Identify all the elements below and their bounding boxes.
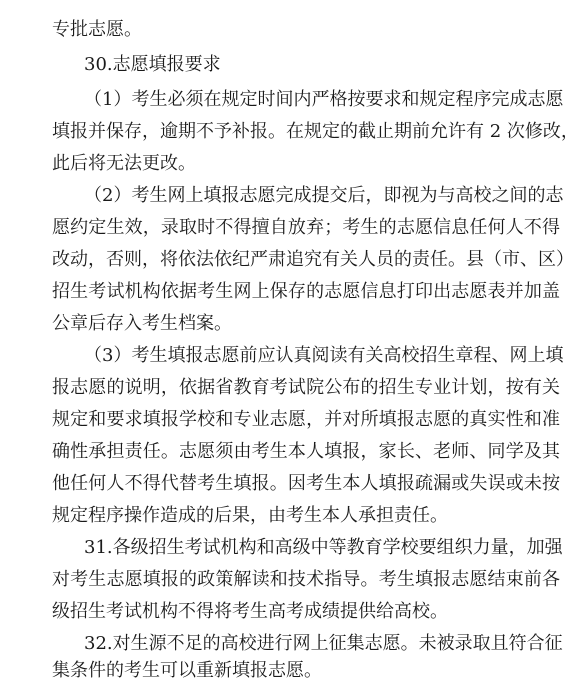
text-line: 填报并保存，逾期不予补报。在规定的截止期前允许有 2 次修改， (52, 121, 579, 142)
text-line: 32.对生源不足的高校进行网上征集志愿。未被录取且符合征 (84, 633, 563, 654)
text-line: 愿约定生效，录取时不得擅自放弃；考生的志愿信息任何人不得 (52, 217, 560, 238)
text-line: 级招生考试机构不得将考生高考成绩提供给高校。 (52, 601, 448, 622)
section-heading: 30.志愿填报要求 (84, 54, 221, 75)
text-line: 报志愿的说明，依据省教育考试院公布的招生专业计划，按有关 (52, 377, 560, 398)
text-line: 31.各级招生考试机构和高级中等教育学校要组织力量，加强 (84, 537, 563, 558)
text-line: 他任何人不得代替考生填报。因考生本人填报疏漏或失误或未按 (52, 473, 560, 494)
text-line: 专批志愿。 (52, 19, 142, 40)
text-line: 规定和要求填报学校和专业志愿，并对所填报志愿的真实性和准 (52, 409, 560, 430)
text-line: 确性承担责任。志愿须由考生本人填报，家长、老师、同学及其 (52, 441, 560, 462)
text-line: （3）考生填报志愿前应认真阅读有关高校招生章程、网上填 (84, 345, 564, 366)
text-line: 集条件的考生可以重新填报志愿。 (52, 660, 322, 681)
text-line: 此后将无法更改。 (52, 153, 196, 174)
text-line: 对考生志愿填报的政策解读和技术指导。考生填报志愿结束前各 (52, 569, 560, 590)
text-line: 招生考试机构依据考生网上保存的志愿信息打印出志愿表并加盖 (52, 281, 560, 302)
text-line: 改动，否则，将依法依纪严肃追究有关人员的责任。县（市、区） (52, 249, 574, 270)
text-line: （1）考生必须在规定时间内严格按要求和规定程序完成志愿 (84, 89, 564, 110)
text-line: 公章后存入考生档案。 (52, 313, 232, 334)
text-line: 规定程序操作造成的后果，由考生本人承担责任。 (52, 505, 448, 526)
text-line: （2）考生网上填报志愿完成提交后，即视为与高校之间的志 (84, 185, 564, 206)
